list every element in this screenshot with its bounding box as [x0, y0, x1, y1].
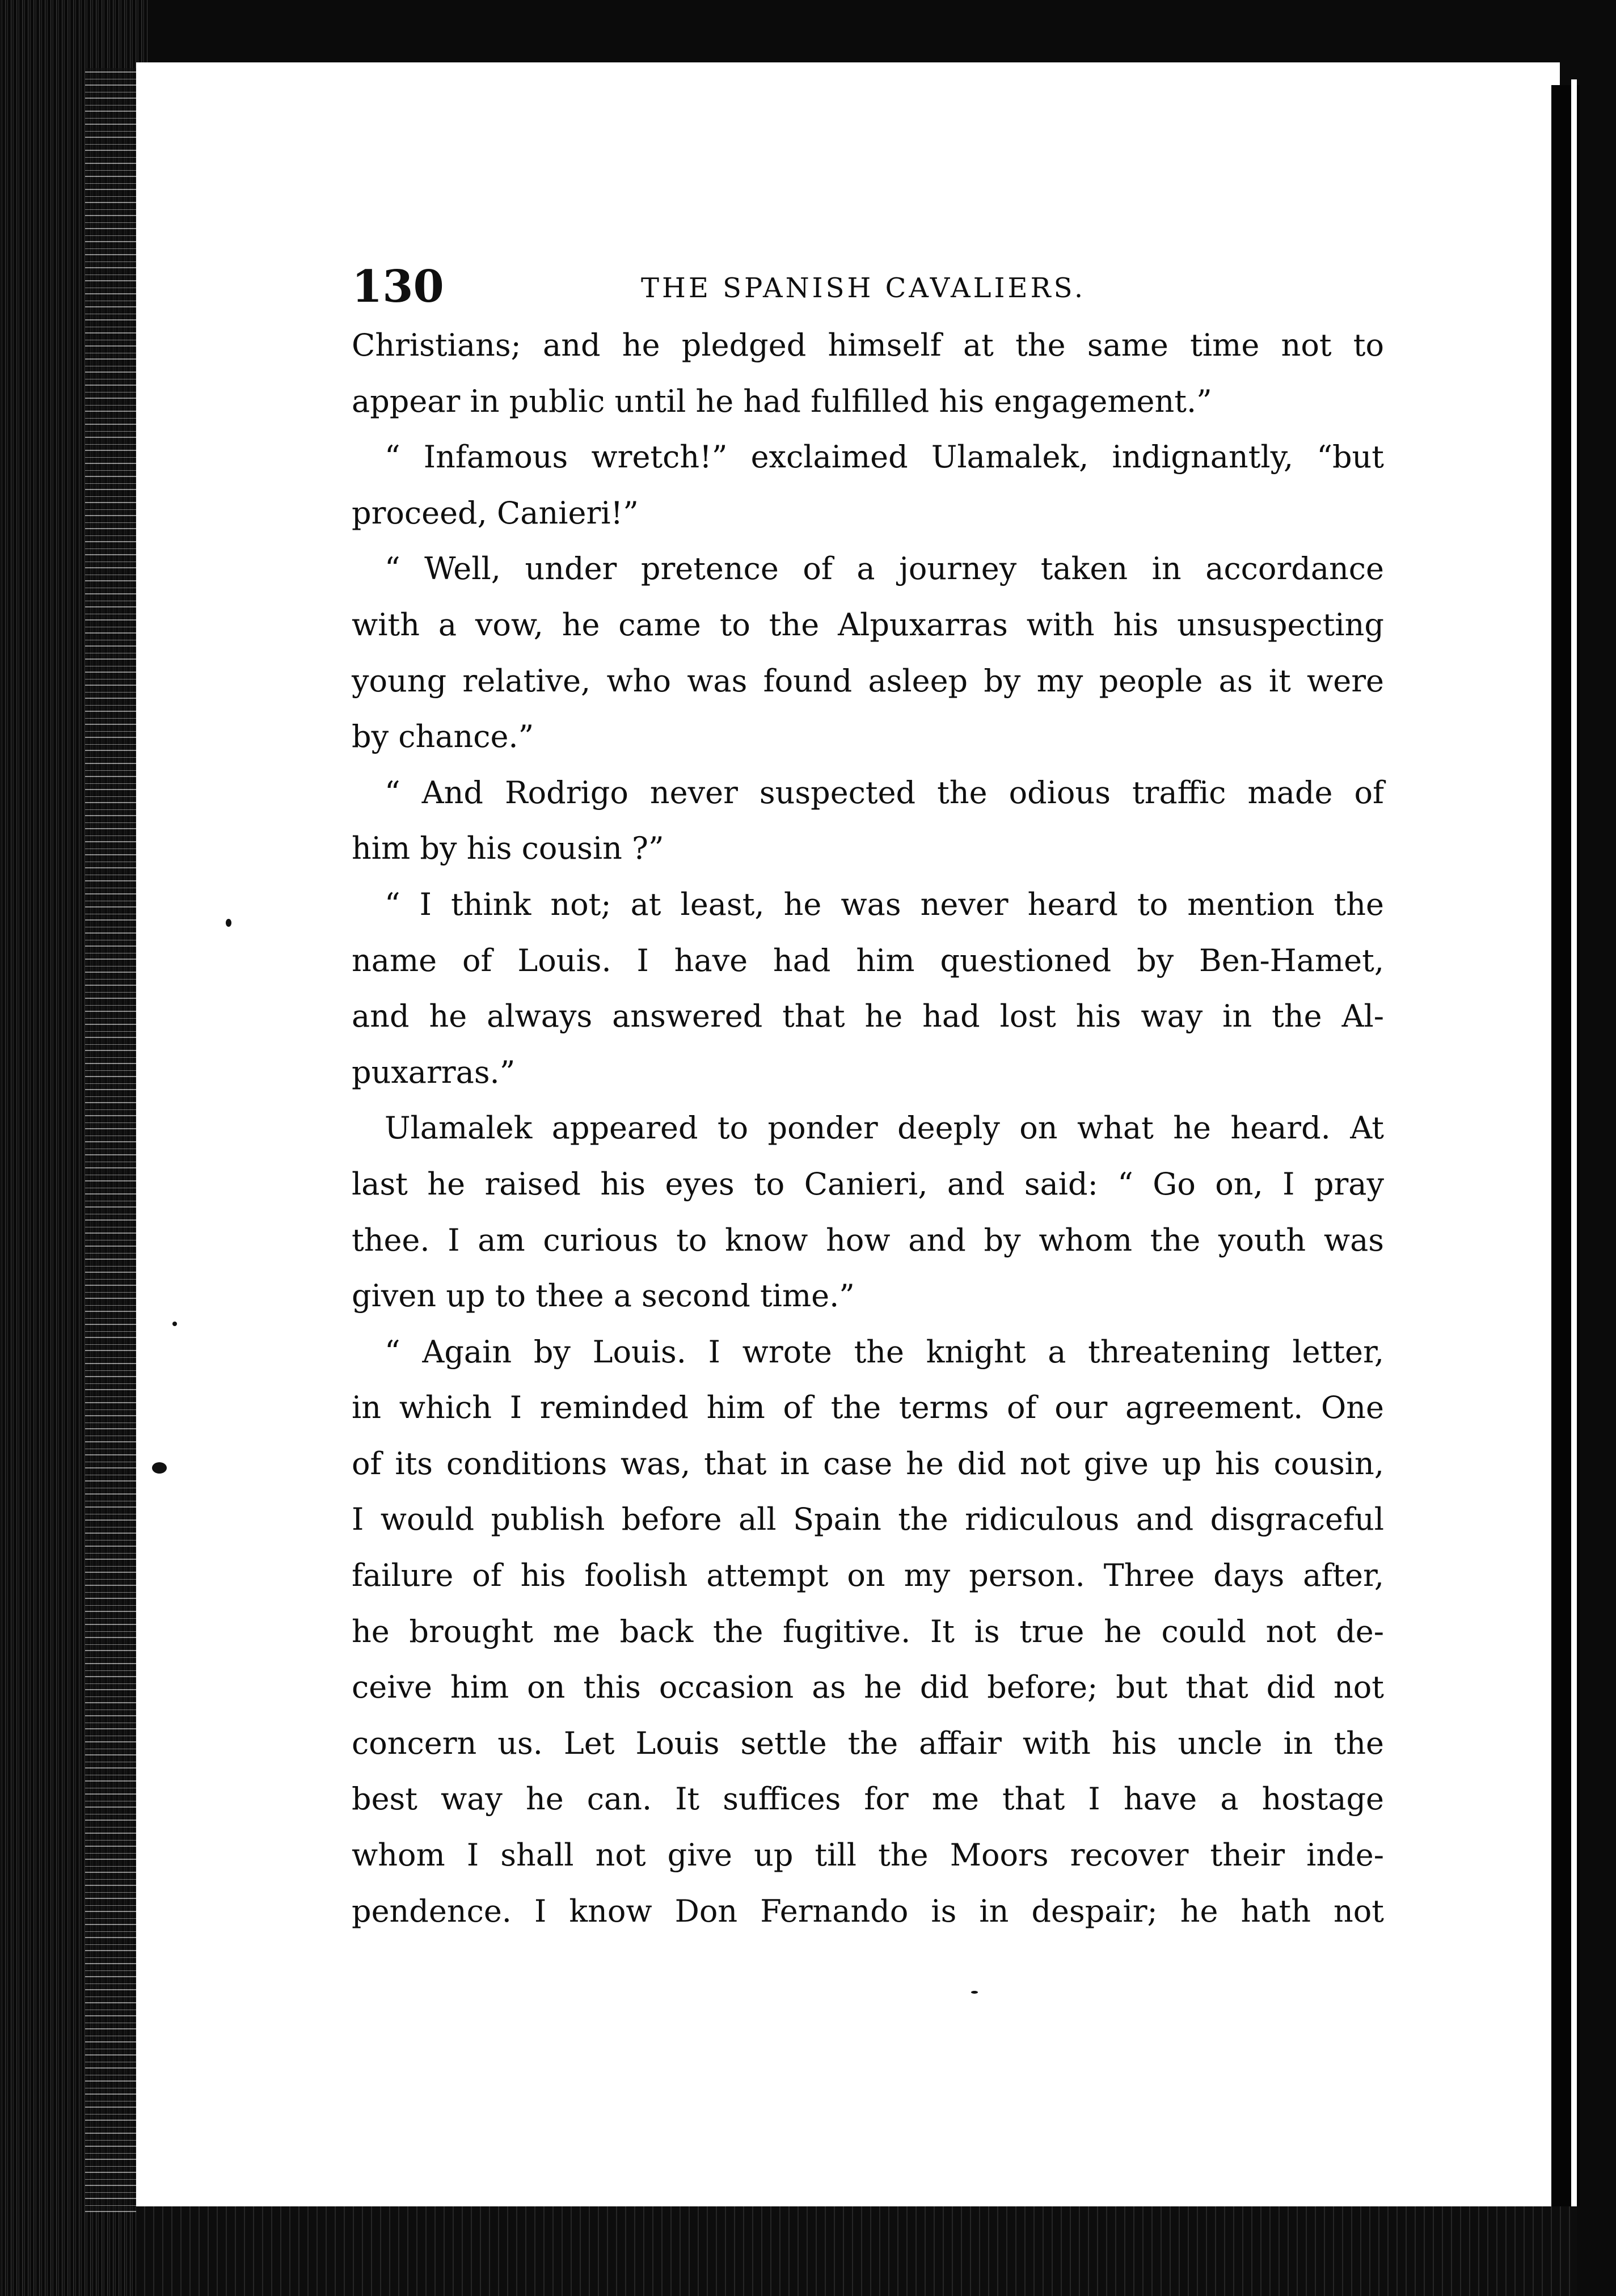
text-line: “ Again by Louis. I wrote the knight a threatening letter,	[385, 1333, 1384, 1370]
page-text-block	[352, 250, 1384, 1939]
text-line: Christians; and he pledged himself at the same time not to	[352, 327, 1384, 363]
text-line: and he always answered that he had lost his way in the Al-	[352, 998, 1384, 1035]
text-line: young relative, who was found asleep by my people as it were	[352, 662, 1384, 699]
text-line: whom I shall not give up till the Moors recover their inde-	[352, 1837, 1384, 1873]
text-line: him by his cousin ?”	[352, 830, 664, 867]
text-line: I would publish before all Spain the ridiculous and disgraceful	[352, 1501, 1384, 1538]
text-line: last he raised his eyes to Canieri, and said: “ Go on, I pray	[352, 1166, 1384, 1202]
text-line: best way he can. It suffices for me that I have a hostage	[352, 1781, 1384, 1817]
text-line: puxarras.”	[352, 1054, 516, 1090]
text-line: “ Infamous wretch!” exclaimed Ulamalek, indignantly, “but	[385, 439, 1384, 475]
text-line: in which I reminded him of the terms of our agreement. One	[352, 1390, 1384, 1426]
text-line: name of Louis. I have had him questioned by Ben-Hamet,	[352, 942, 1384, 978]
scan-speck	[172, 1322, 177, 1326]
text-line: Ulamalek appeared to ponder deeply on what he heard. At	[385, 1110, 1384, 1146]
text-line: “ Well, under pretence of a journey taken in accordance	[385, 551, 1384, 587]
text-line: appear in public until he had fulfilled his engagement.”	[352, 383, 1212, 419]
text-line: proceed, Canieri!”	[352, 495, 639, 531]
right-edge-line	[1571, 79, 1577, 2212]
scan-speck	[971, 1991, 978, 1994]
text-line: pendence. I know Don Fernando is in despair; he hath not	[352, 1893, 1384, 1929]
scan-speck	[226, 919, 231, 927]
page-number: 130	[352, 261, 444, 313]
page-header	[352, 250, 1384, 312]
text-line: “ I think not; at least, he was never heard to mention the	[385, 886, 1384, 922]
body-text	[352, 318, 1384, 1939]
bottom-edge	[136, 2206, 1577, 2296]
text-line: given up to thee a second time.”	[352, 1278, 855, 1314]
text-line: thee. I am curious to know how and by whom the youth was	[352, 1222, 1384, 1258]
running-title: THE SPANISH CAVALIERS.	[641, 272, 1086, 304]
text-line: of its conditions was, that in case he did not give up his cousin,	[352, 1445, 1384, 1482]
text-line: ceive him on this occasion as he did before; but that did not	[352, 1669, 1384, 1706]
text-line: he brought me back the fugitive. It is true he could not de-	[352, 1613, 1384, 1649]
text-line: with a vow, he came to the Alpuxarras with his unsuspecting	[352, 606, 1384, 643]
text-line: by chance.”	[352, 719, 534, 755]
text-line: concern us. Let Louis settle the affair with his uncle in the	[352, 1725, 1384, 1761]
text-line: “ And Rodrigo never suspected the odious traffic made of	[385, 774, 1384, 811]
scan-speck	[152, 1462, 167, 1474]
text-line: failure of his foolish attempt on my person. Three days after,	[352, 1558, 1384, 1594]
